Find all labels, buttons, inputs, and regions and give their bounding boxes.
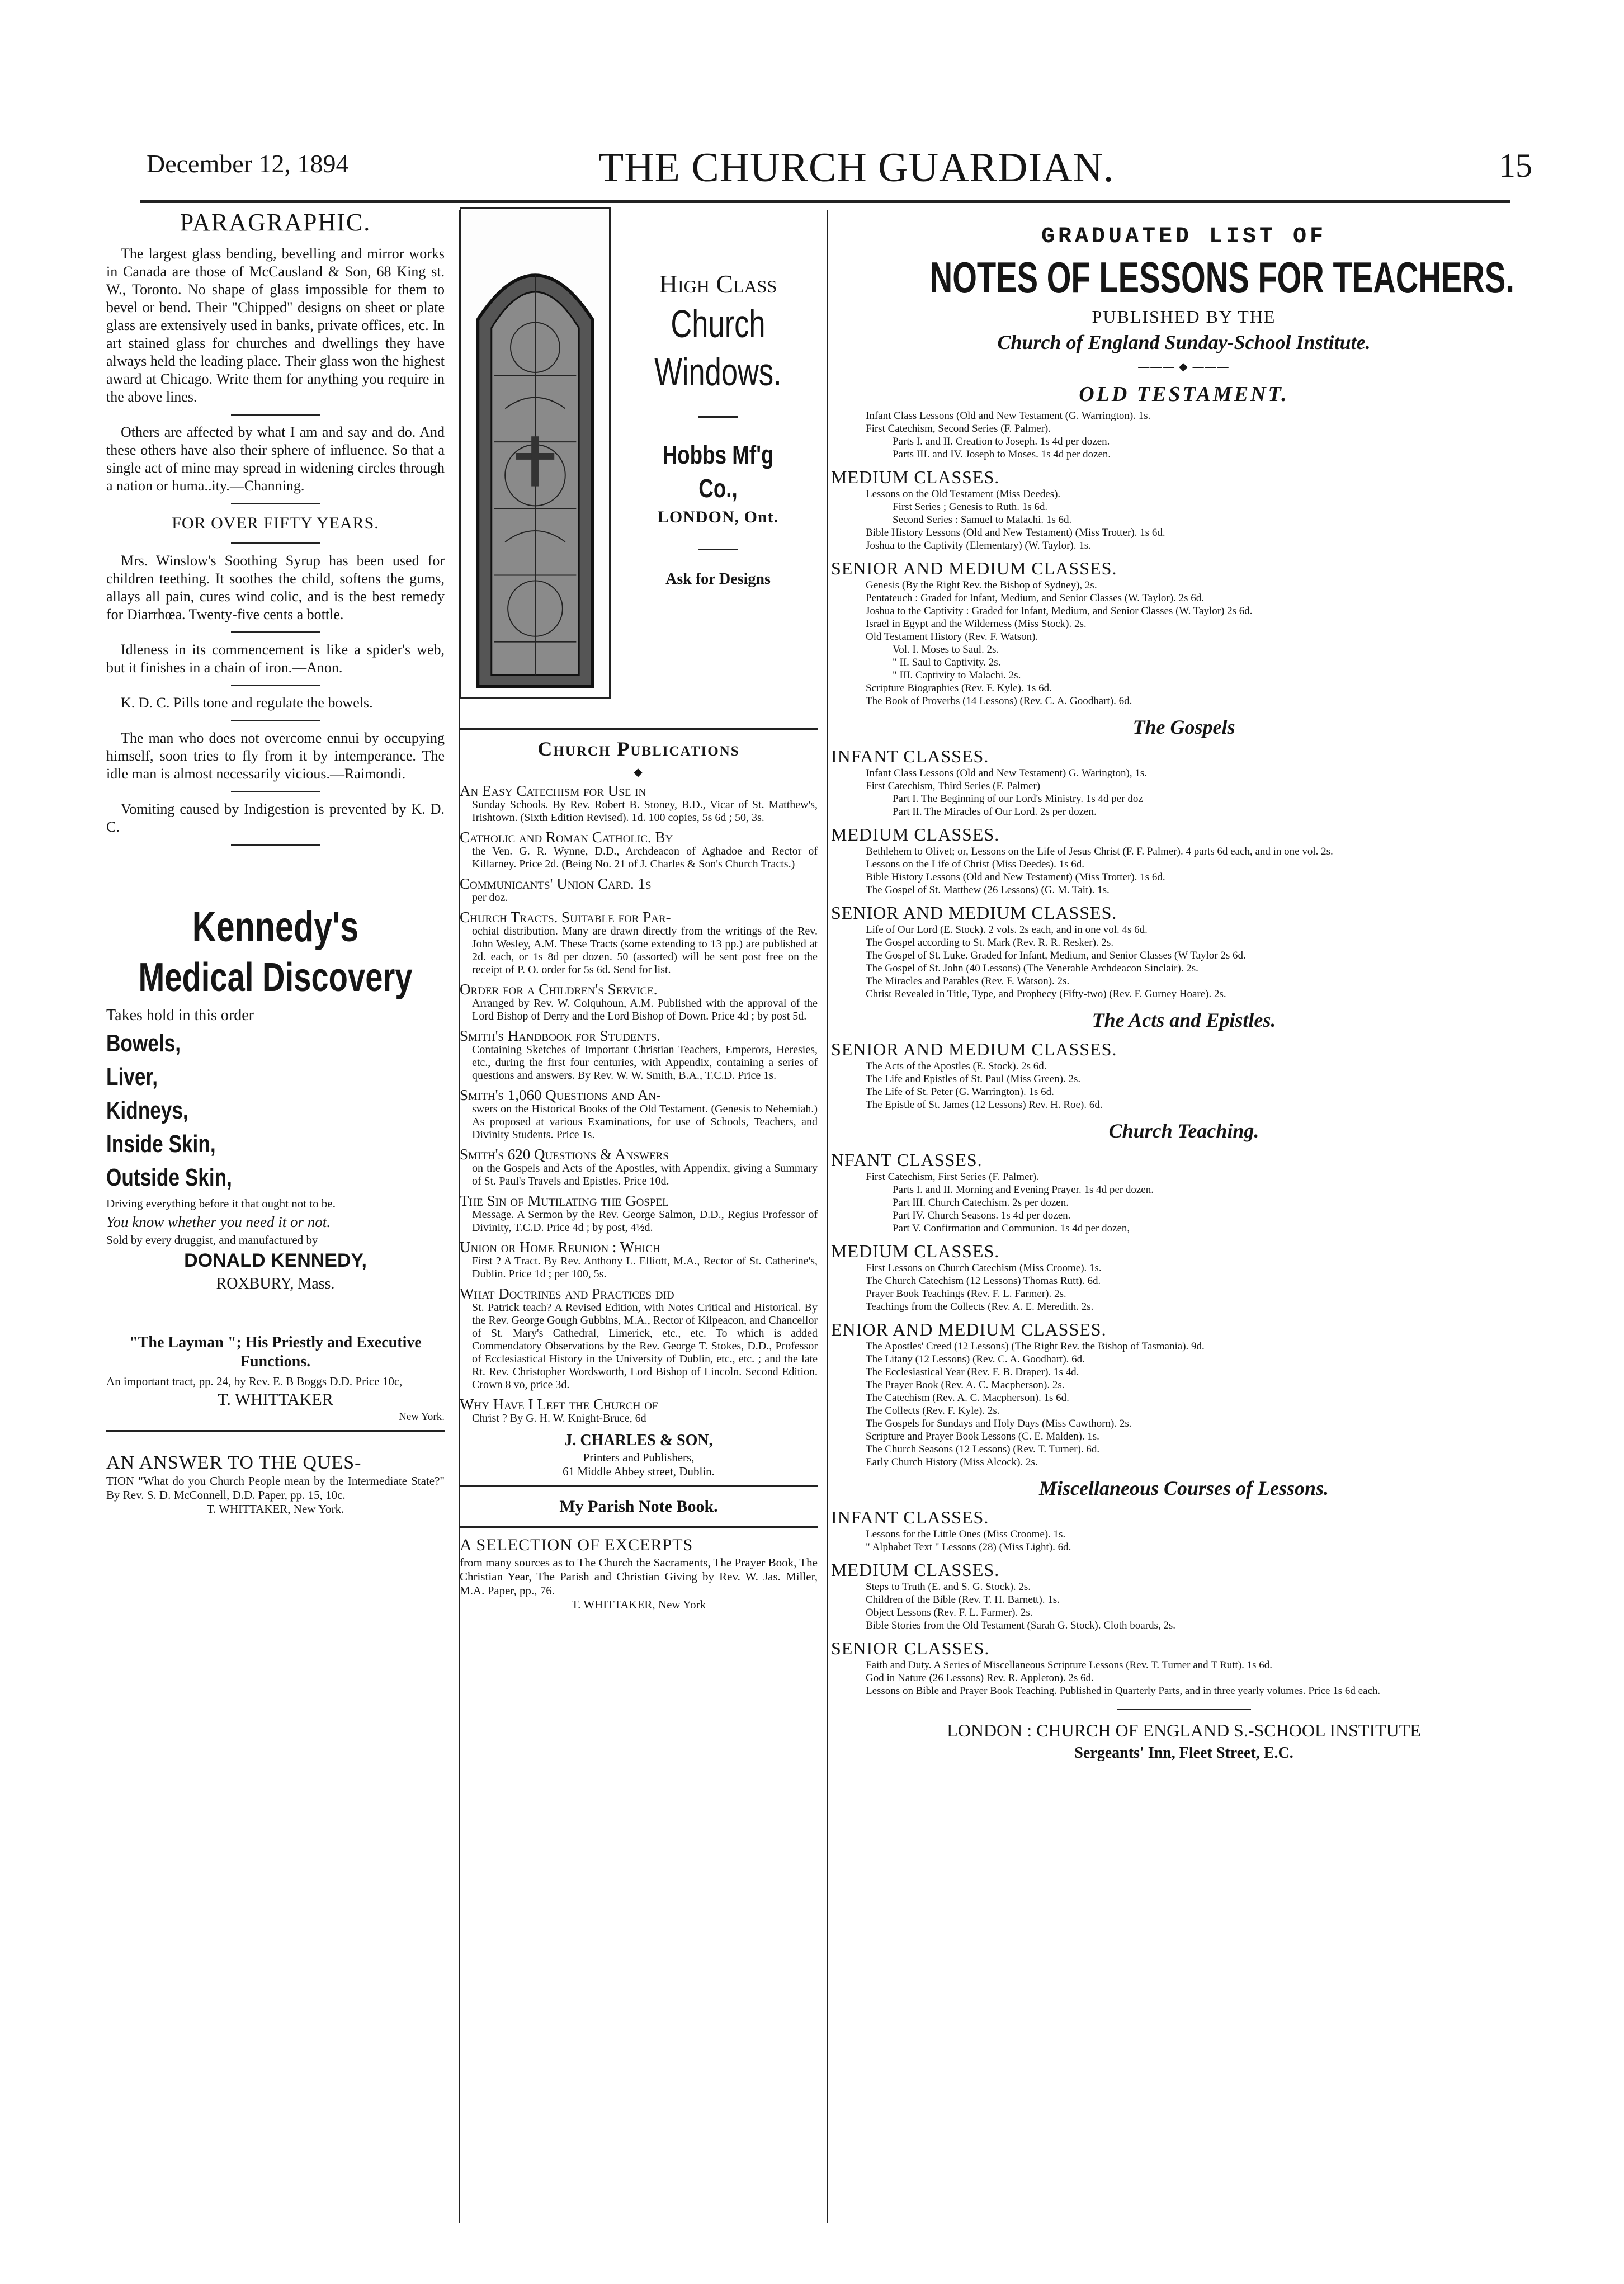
catalogue-item: Lessons on the Old Testament (Miss Deedes). xyxy=(866,488,1061,500)
catalogue-item: Steps to Truth (E. and S. G. Stock). 2s. xyxy=(866,1581,1031,1593)
answer-publisher: T. WHITTAKER, New York. xyxy=(206,1502,344,1516)
catalogue-item: Lessons on the Life of Christ (Miss Deedes). 1s 6d. xyxy=(866,858,1085,870)
paragraph: The man who does not overcome ennui by occupying himself, soon tries to fly from it by intemperance. The idle man is almost necessarily vicious.—Raimondi. xyxy=(106,730,445,782)
catalogue-class-heading: MEDIUM CLASSES. xyxy=(831,1241,1000,1261)
ornament-divider: — ◆ — xyxy=(617,766,660,778)
stained-glass-window-illustration xyxy=(460,207,611,699)
catalogue-item: The Litany (12 Lessons) (Rev. C. A. Goodhart). 6d. xyxy=(866,1353,1085,1365)
publication-description: Message. A Sermon by the Rev. George Salmon, D.D., Regius Professor of Divinity, T.C.D. Price 4d ; by post, 4½d. xyxy=(472,1209,818,1234)
publication-description: the Ven. G. R. Wynne, D.D., Archdeacon of Aghadoe and Rector of Killarney. Price 2d. (Being No. 21 of J. Charles & Son's Church Tracts.) xyxy=(472,845,818,870)
publication-description: First ? A Tract. By Rev. Anthony L. Elliott, M.A., Rector of St. Catherine's, Dublin. Price 1d ; per 100, 5s. xyxy=(472,1255,818,1280)
catalogue-item: The Life of St. Peter (G. Warrington). 1s 6d. xyxy=(866,1086,1054,1098)
catalogue-item: Vol. I. Moses to Saul. 2s. xyxy=(893,644,999,655)
catalogue-item: Lessons for the Little Ones (Miss Croome). 1s. xyxy=(866,1528,1066,1540)
publication-title: Smith's 1,060 Questions and An- xyxy=(460,1087,661,1103)
catalogue-item: The Gospel of St. Matthew (26 Lessons) (G. M. Tait). 1s. xyxy=(866,884,1110,896)
catalogue-item: Part II. The Miracles of Our Lord. 2s per dozen. xyxy=(893,806,1097,818)
publication-entry xyxy=(460,1397,818,1425)
catalogue-item: First Series ; Genesis to Ruth. 1s 6d. xyxy=(893,501,1048,513)
layman-city: New York. xyxy=(399,1411,445,1423)
divider xyxy=(460,1526,818,1528)
footer-address: LONDON : CHURCH OF ENGLAND S.-SCHOOL INSTITUTE xyxy=(947,1720,1421,1740)
catalogue-item: Part V. Confirmation and Communion. 1s 4d per dozen, xyxy=(893,1223,1130,1234)
divider xyxy=(231,503,320,504)
catalogue-item: The Gospel of St. John (40 Lessons) (The Venerable Archdeacon Sinclair). 2s. xyxy=(866,962,1198,974)
lessons-catalogue xyxy=(831,381,1537,1697)
church-windows-ad-text xyxy=(623,268,813,589)
catalogue-item: Joshua to the Captivity (Elementary) (W. Taylor). 1s. xyxy=(866,540,1091,551)
catalogue-item: " III. Captivity to Malachi. 2s. xyxy=(893,669,1021,681)
ad-company: Hobbs Mf'g Co., xyxy=(662,440,774,503)
publication-entry xyxy=(460,830,818,871)
publications-list xyxy=(460,784,818,1425)
kennedy-title: Kennedy's xyxy=(192,903,359,951)
catalogue-item: Part I. The Beginning of our Lord's Ministry. 1s 4d per doz xyxy=(893,793,1143,805)
paragraph: Idleness in its commencement is like a spider's web, but it finishes in a chain of iron.—Anon. xyxy=(106,641,445,676)
catalogue-item: Prayer Book Teachings (Rev. F. L. Farmer). 2s. xyxy=(866,1288,1066,1300)
catalogue-item: Parts I. and II. Morning and Evening Prayer. 1s 4d per dozen. xyxy=(893,1184,1154,1196)
column-rule xyxy=(827,210,828,2223)
graduated-list-heading: GRADUATED LIST OF xyxy=(1041,224,1327,249)
kennedy-sold: Sold by every druggist, and manufactured by xyxy=(106,1233,318,1247)
published-by: PUBLISHED BY THE xyxy=(1092,306,1276,327)
catalogue-item: God in Nature (26 Lessons) Rev. R. Appleton). 2s 6d. xyxy=(866,1672,1094,1684)
publication-entry xyxy=(460,982,818,1023)
notes-of-lessons-heading: NOTES OF LESSONS FOR TEACHERS. xyxy=(929,253,1514,302)
publication-title: Communicants' Union Card. 1s xyxy=(460,875,652,892)
catalogue-item: Israel in Egypt and the Wilderness (Miss Stock). 2s. xyxy=(866,618,1087,630)
publication-entry xyxy=(460,876,818,904)
catalogue-item: The Miracles and Parables (Rev. F. Watson). 2s. xyxy=(866,975,1070,987)
catalogue-class-heading: SENIOR AND MEDIUM CLASSES. xyxy=(831,558,1117,578)
selection-body: from many sources as to The Church the Sacraments, The Prayer Book, The Christian Year, The Parish and Christian Giving by Rev. W. Jas. Miller, M.A. Paper, pp., 76. xyxy=(460,1556,818,1597)
publication-title: The Sin of Mutilating the Gospel xyxy=(460,1192,669,1209)
divider xyxy=(231,542,320,544)
publication-description: swers on the Historical Books of the Old Testament. (Genesis to Nehemiah.) As proposed at various Examinations, for use of Schools, Teachers, and Divinity Students. Price 1s. xyxy=(472,1103,818,1141)
catalogue-item: First Catechism, First Series (F. Palmer). xyxy=(866,1171,1039,1183)
divider xyxy=(231,720,320,721)
publication-entry xyxy=(460,1193,818,1234)
catalogue-item: Part III. Church Catechism. 2s per dozen. xyxy=(893,1197,1069,1209)
left-column xyxy=(106,207,445,1516)
catalogue-item: The Book of Proverbs (14 Lessons) (Rev. C. A. Goodhart). 6d. xyxy=(866,695,1132,707)
publication-description: ochial distribution. Many are drawn directly from the writings of the Rev. John Wesley, A.M. These Tracts (some extending to 13 pp.) are published at 2d. each, or 1s 8d per dozen. 50 (assorted) will be sent post free on the receipt of P. O. order for 5s 6d. Send for list. xyxy=(472,925,818,976)
catalogue-item: The Epistle of St. James (12 Lessons) Rev. H. Roe). 6d. xyxy=(866,1099,1103,1111)
publication-entry xyxy=(460,910,818,976)
page-number: 15 xyxy=(1499,147,1532,184)
catalogue-item: Old Testament History (Rev. F. Watson). xyxy=(866,631,1038,643)
catalogue-section-title: The Acts and Epistles. xyxy=(1092,1009,1276,1031)
paragraph: K. D. C. Pills tone and regulate the bowels. xyxy=(121,695,373,711)
paragraph: Vomiting caused by Indigestion is prevented by K. D. C. xyxy=(106,801,445,835)
paragraph: Mrs. Winslow's Soothing Syrup has been used for children teething. It soothes the child, softens the gums, allays all pain, cures wind colic, and is the best remedy for Diarrhœa. Twenty-five cents a bottle. xyxy=(106,553,445,622)
publication-title: Church Tracts. Suitable for Par- xyxy=(460,909,671,926)
catalogue-item: The Church Catechism (12 Lessons) Thomas Rutt). 6d. xyxy=(866,1275,1101,1287)
publication-entry xyxy=(460,1028,818,1082)
catalogue-item: The Church Seasons (12 Lessons) (Rev. T. Turner). 6d. xyxy=(866,1443,1100,1455)
catalogue-item: The Apostles' Creed (12 Lessons) (The Right Rev. the Bishop of Tasmania). 9d. xyxy=(866,1341,1205,1352)
catalogue-item: The Gospel of St. Luke. Graded for Infant, Medium, and Senior Classes (W Taylor 2s 6d. xyxy=(866,950,1246,961)
catalogue-item: The Prayer Book (Rev. A. C. Macpherson). 2s. xyxy=(866,1379,1065,1391)
kennedy-know: You know whether you need it or not. xyxy=(106,1214,331,1230)
divider xyxy=(231,631,320,633)
publication-description: Christ ? By G. H. W. Knight-Bruce, 6d xyxy=(472,1412,646,1424)
catalogue-section-title: OLD TESTAMENT. xyxy=(1079,383,1289,406)
parish-note-book: My Parish Note Book. xyxy=(559,1497,718,1516)
kennedy-subtitle: Medical Discovery xyxy=(138,955,413,1000)
answer-body: TION "What do you Church People mean by the Intermediate State?" By Rev. S. D. McConnell, D.D. Paper, pp. 15, 10c. xyxy=(106,1474,445,1502)
divider xyxy=(460,1485,818,1487)
catalogue-item: The Life and Epistles of St. Paul (Miss Green). 2s. xyxy=(866,1073,1081,1085)
divider xyxy=(231,685,320,686)
catalogue-class-heading: MEDIUM CLASSES. xyxy=(831,1560,1000,1580)
catalogue-section-title: The Gospels xyxy=(1132,716,1235,738)
catalogue-item: The Ecclesiastical Year (Rev. F. B. Draper). 1s 4d. xyxy=(866,1366,1079,1378)
publication-title: Union or Home Reunion : Which xyxy=(460,1239,660,1256)
publication-title: Catholic and Roman Catholic. By xyxy=(460,829,673,846)
catalogue-class-heading: SENIOR AND MEDIUM CLASSES. xyxy=(831,903,1117,923)
catalogue-item: Bible Stories from the Old Testament (Sarah G. Stock). Cloth boards, 2s. xyxy=(866,1620,1175,1631)
publication-title: Smith's 620 Questions & Answers xyxy=(460,1146,669,1163)
catalogue-item: Second Series : Samuel to Malachi. 1s 6d. xyxy=(893,514,1072,526)
publication-entry xyxy=(460,1088,818,1141)
divider xyxy=(106,1430,445,1432)
publication-description: St. Patrick teach? A Revised Edition, with Notes Critical and Historical. By the Rev. George Gough Gubbins, M.A., Rector of Kilpeacon, and Chancellor of St. Mary's Cathedral, Limerick, etc., etc. To which is added Commendatory Observations by the Rev. George T. Stokes, D.D., Professor of Ecclesiastical History in the University of Dublin, etc., etc. ; and the late Rt. Rev. Christopher Wordsworth, Lord Bishop of Lincoln. Second Edition. Crown 8 vo, price 3d. xyxy=(472,1301,818,1391)
ad-city: LONDON, Ont. xyxy=(657,508,779,526)
divider xyxy=(698,549,738,550)
publisher-name: J. CHARLES & SON, xyxy=(564,1432,713,1449)
catalogue-item: Teachings from the Collects (Rev. A. E. Meredith. 2s. xyxy=(866,1301,1094,1313)
publication-description: Arranged by Rev. W. Colquhoun, A.M. Published with the approval of the Lord Bishop of Derry and the Lord Bishop of Down. Price 4d ; by post 5d. xyxy=(472,997,818,1022)
kennedy-place: ROXBURY, Mass. xyxy=(216,1275,335,1292)
publication-title: Order for a Children's Service. xyxy=(460,981,658,998)
issue-date: December 12, 1894 xyxy=(147,149,349,178)
catalogue-item: The Acts of the Apostles (E. Stock). 2s 6d. xyxy=(866,1060,1047,1072)
catalogue-item: First Catechism, Second Series (F. Palmer). xyxy=(866,423,1051,435)
selection-publisher: T. WHITTAKER, New York xyxy=(571,1598,706,1611)
ad-ask: Ask for Designs xyxy=(665,570,771,588)
layman-body: An important tract, pp. 24, by Rev. E. B Boggs D.D. Price 10c, xyxy=(106,1375,403,1388)
church-publications-heading: Church Publications xyxy=(537,738,740,760)
institute-name: Church of England Sunday-School Institute. xyxy=(997,331,1371,353)
catalogue-item: Lessons on Bible and Prayer Book Teaching. Published in Quarterly Parts, and in three yearly volumes. Price 1s 6d each. xyxy=(866,1685,1381,1697)
publication-entry xyxy=(460,1286,818,1391)
paragraph: The largest glass bending, bevelling and mirror works in Canada are those of McCausland & Son, 68 King st. W., Toronto. No shape of glass impossible for them to bevel or bend. Their "Chipped" designs on sheet or plate glass are extensively used in banks, private offices, etc. In art stained glass for churches and dwellings they have always held the leading place. Their glass won the highest award at Chicago. Write them for anything you require in the above lines. xyxy=(106,246,445,405)
catalogue-item: Parts III. and IV. Joseph to Moses. 1s 4d per dozen. xyxy=(893,449,1111,460)
catalogue-item: The Gospels for Sundays and Holy Days (Miss Cawthorn). 2s. xyxy=(866,1418,1132,1429)
kennedy-driving: Driving everything before it that ought not to be. xyxy=(106,1197,336,1210)
catalogue-item: The Collects (Rev. F. Kyle). 2s. xyxy=(866,1405,1000,1417)
catalogue-class-heading: NFANT CLASSES. xyxy=(831,1150,983,1170)
catalogue-item: First Lessons on Church Catechism (Miss Croome). 1s. xyxy=(866,1262,1102,1274)
divider xyxy=(1117,1709,1251,1710)
publication-entry xyxy=(460,1147,818,1188)
publication-title: Smith's Handbook for Students. xyxy=(460,1027,661,1044)
publication-title: An Easy Catechism for Use in xyxy=(460,782,646,799)
catalogue-item: Scripture and Prayer Book Lessons (C. E. Malden). 1s. xyxy=(866,1431,1099,1442)
organ-item: Liver, xyxy=(106,1063,158,1091)
catalogue-item: Bible History Lessons (Old and New Testament) (Miss Trotter). 1s 6d. xyxy=(866,527,1165,539)
catalogue-item: Object Lessons (Rev. F. L. Farmer). 2s. xyxy=(866,1607,1033,1618)
catalogue-class-heading: INFANT CLASSES. xyxy=(831,1507,989,1527)
divider xyxy=(231,414,320,416)
publication-title: Why Have I Left the Church of xyxy=(460,1396,658,1413)
organ-item: Inside Skin, xyxy=(106,1130,216,1158)
organ-item: Outside Skin, xyxy=(106,1164,232,1191)
catalogue-item: Genesis (By the Right Rev. the Bishop of Sydney), 2s. xyxy=(866,579,1097,591)
catalogue-section-title: Miscellaneous Courses of Lessons. xyxy=(1038,1477,1329,1499)
ad-line-high-class: High Class xyxy=(659,270,777,298)
divider xyxy=(460,728,818,730)
catalogue-item: Faith and Duty. A Series of Miscellaneous Scripture Lessons (Rev. T. Turner and T Rutt). 1s 6d. xyxy=(866,1659,1273,1671)
catalogue-item: Infant Class Lessons (Old and New Testament (G. Warrington). 1s. xyxy=(866,410,1151,422)
catalogue-item: Pentateuch : Graded for Infant, Medium, and Senior Classes (W. Taylor). 2s 6d. xyxy=(866,592,1204,604)
ad-line-windows: Windows. xyxy=(654,350,782,394)
catalogue-class-heading: SENIOR AND MEDIUM CLASSES. xyxy=(831,1039,1117,1059)
catalogue-item: Life of Our Lord (E. Stock). 2 vols. 2s each, and in one vol. 4s 6d. xyxy=(866,924,1148,936)
organ-item: Bowels, xyxy=(106,1030,181,1057)
catalogue-item: The Catechism (Rev. A. C. Macpherson). 1s 6d. xyxy=(866,1392,1069,1404)
right-column xyxy=(831,224,1537,1764)
newspaper-title: THE CHURCH GUARDIAN. xyxy=(598,145,1115,191)
publication-description: per doz. xyxy=(472,891,508,904)
catalogue-item: Scripture Biographies (Rev. F. Kyle). 1s 6d. xyxy=(866,682,1052,694)
layman-publisher: T. WHITTAKER xyxy=(218,1390,333,1409)
divider xyxy=(231,791,320,792)
paragraphic-heading: PARAGRAPHIC. xyxy=(180,209,371,236)
church-windows-ad xyxy=(460,207,818,721)
ad-line-church: Church xyxy=(671,302,766,346)
kennedy-maker: DONALD KENNEDY, xyxy=(184,1250,367,1271)
catalogue-class-heading: MEDIUM CLASSES. xyxy=(831,467,1000,487)
catalogue-item: Part IV. Church Seasons. 1s 4d per dozen. xyxy=(893,1210,1071,1221)
selection-title: A SELECTION OF EXCERPTS xyxy=(460,1536,693,1554)
fifty-years-heading: FOR OVER FIFTY YEARS. xyxy=(172,514,379,532)
footer-street: Sergeants' Inn, Fleet Street, E.C. xyxy=(1074,1744,1293,1762)
catalogue-item: Parts I. and II. Creation to Joseph. 1s 4d per dozen. xyxy=(893,436,1110,447)
catalogue-class-heading: ENIOR AND MEDIUM CLASSES. xyxy=(831,1319,1107,1339)
catalogue-item: Bible History Lessons (Old and New Testament) (Miss Trotter). 1s 6d. xyxy=(866,871,1165,883)
kennedy-takes: Takes hold in this order xyxy=(106,1007,254,1024)
catalogue-item: First Catechism, Third Series (F. Palmer) xyxy=(866,780,1041,792)
catalogue-item: " Alphabet Text " Lessons (28) (Miss Light). 6d. xyxy=(866,1541,1071,1553)
catalogue-item: Joshua to the Captivity : Graded for Infant, Medium, and Senior Classes (W. Taylor) 2s 6d. xyxy=(866,605,1253,617)
catalogue-item: Early Church History (Miss Alcock). 2s. xyxy=(866,1456,1038,1468)
catalogue-class-heading: SENIOR CLASSES. xyxy=(831,1638,990,1658)
organ-item: Kidneys, xyxy=(106,1097,188,1124)
catalogue-item: Children of the Bible (Rev. T. H. Barnett). 1s. xyxy=(866,1594,1060,1606)
middle-column xyxy=(460,207,818,1612)
ornament-divider: ——— ◆ ——— xyxy=(1138,361,1230,373)
catalogue-class-heading: INFANT CLASSES. xyxy=(831,746,989,766)
catalogue-item: Bethlehem to Olivet; or, Lessons on the Life of Jesus Christ (F. F. Palmer). 4 parts 6d each, and in one vol. 2s. xyxy=(866,846,1333,857)
masthead-rule xyxy=(140,200,1510,203)
catalogue-item: Christ Revealed in Title, Type, and Prophecy (Fifty-two) (Rev. F. Gurney Hoare). 2s. xyxy=(866,988,1226,1000)
publication-entry xyxy=(460,1240,818,1281)
catalogue-item: " II. Saul to Captivity. 2s. xyxy=(893,657,1001,668)
publication-description: Containing Sketches of Important Christian Teachers, Emperors, Heresies, etc., during the first four centuries, with Appendix, containing a series of questions and answers. By Rev. W. W. Smith, B.A., T.C.D. Price 1s. xyxy=(472,1044,818,1082)
answer-title: AN ANSWER TO THE QUES- xyxy=(106,1452,362,1473)
divider xyxy=(698,416,738,418)
catalogue-item: The Gospel according to St. Mark (Rev. R. R. Resker). 2s. xyxy=(866,937,1114,948)
paragraph: Others are affected by what I am and say and do. And these others have also their sphere of influence. So that a single act of mine may spread in widening circles through a nation or huma..ity.—Channing. xyxy=(106,424,445,494)
publisher-address: 61 Middle Abbey street, Dublin. xyxy=(563,1465,715,1478)
divider xyxy=(231,844,320,846)
publication-title: What Doctrines and Practices did xyxy=(460,1285,674,1302)
publication-entry xyxy=(460,784,818,824)
catalogue-class-heading: MEDIUM CLASSES. xyxy=(831,824,1000,844)
layman-title: "The Layman "; His Priestly and Executive Functions. xyxy=(129,1334,422,1370)
catalogue-item: Infant Class Lessons (Old and New Testament) G. Warington), 1s. xyxy=(866,767,1148,779)
publication-description: on the Gospels and Acts of the Apostles, with Appendix, giving a Summary of St. Paul's Travels and Epistles. Price 10d. xyxy=(472,1162,818,1187)
publication-description: Sunday Schools. By Rev. Robert B. Stoney, B.D., Vicar of St. Matthew's, Irishtown. (Sixth Edition Revised). 1d. 100 copies, 5s 6d ; 50, 3s. xyxy=(472,799,818,824)
catalogue-section-title: Church Teaching. xyxy=(1108,1120,1259,1142)
publisher-role: Printers and Publishers, xyxy=(583,1451,695,1464)
